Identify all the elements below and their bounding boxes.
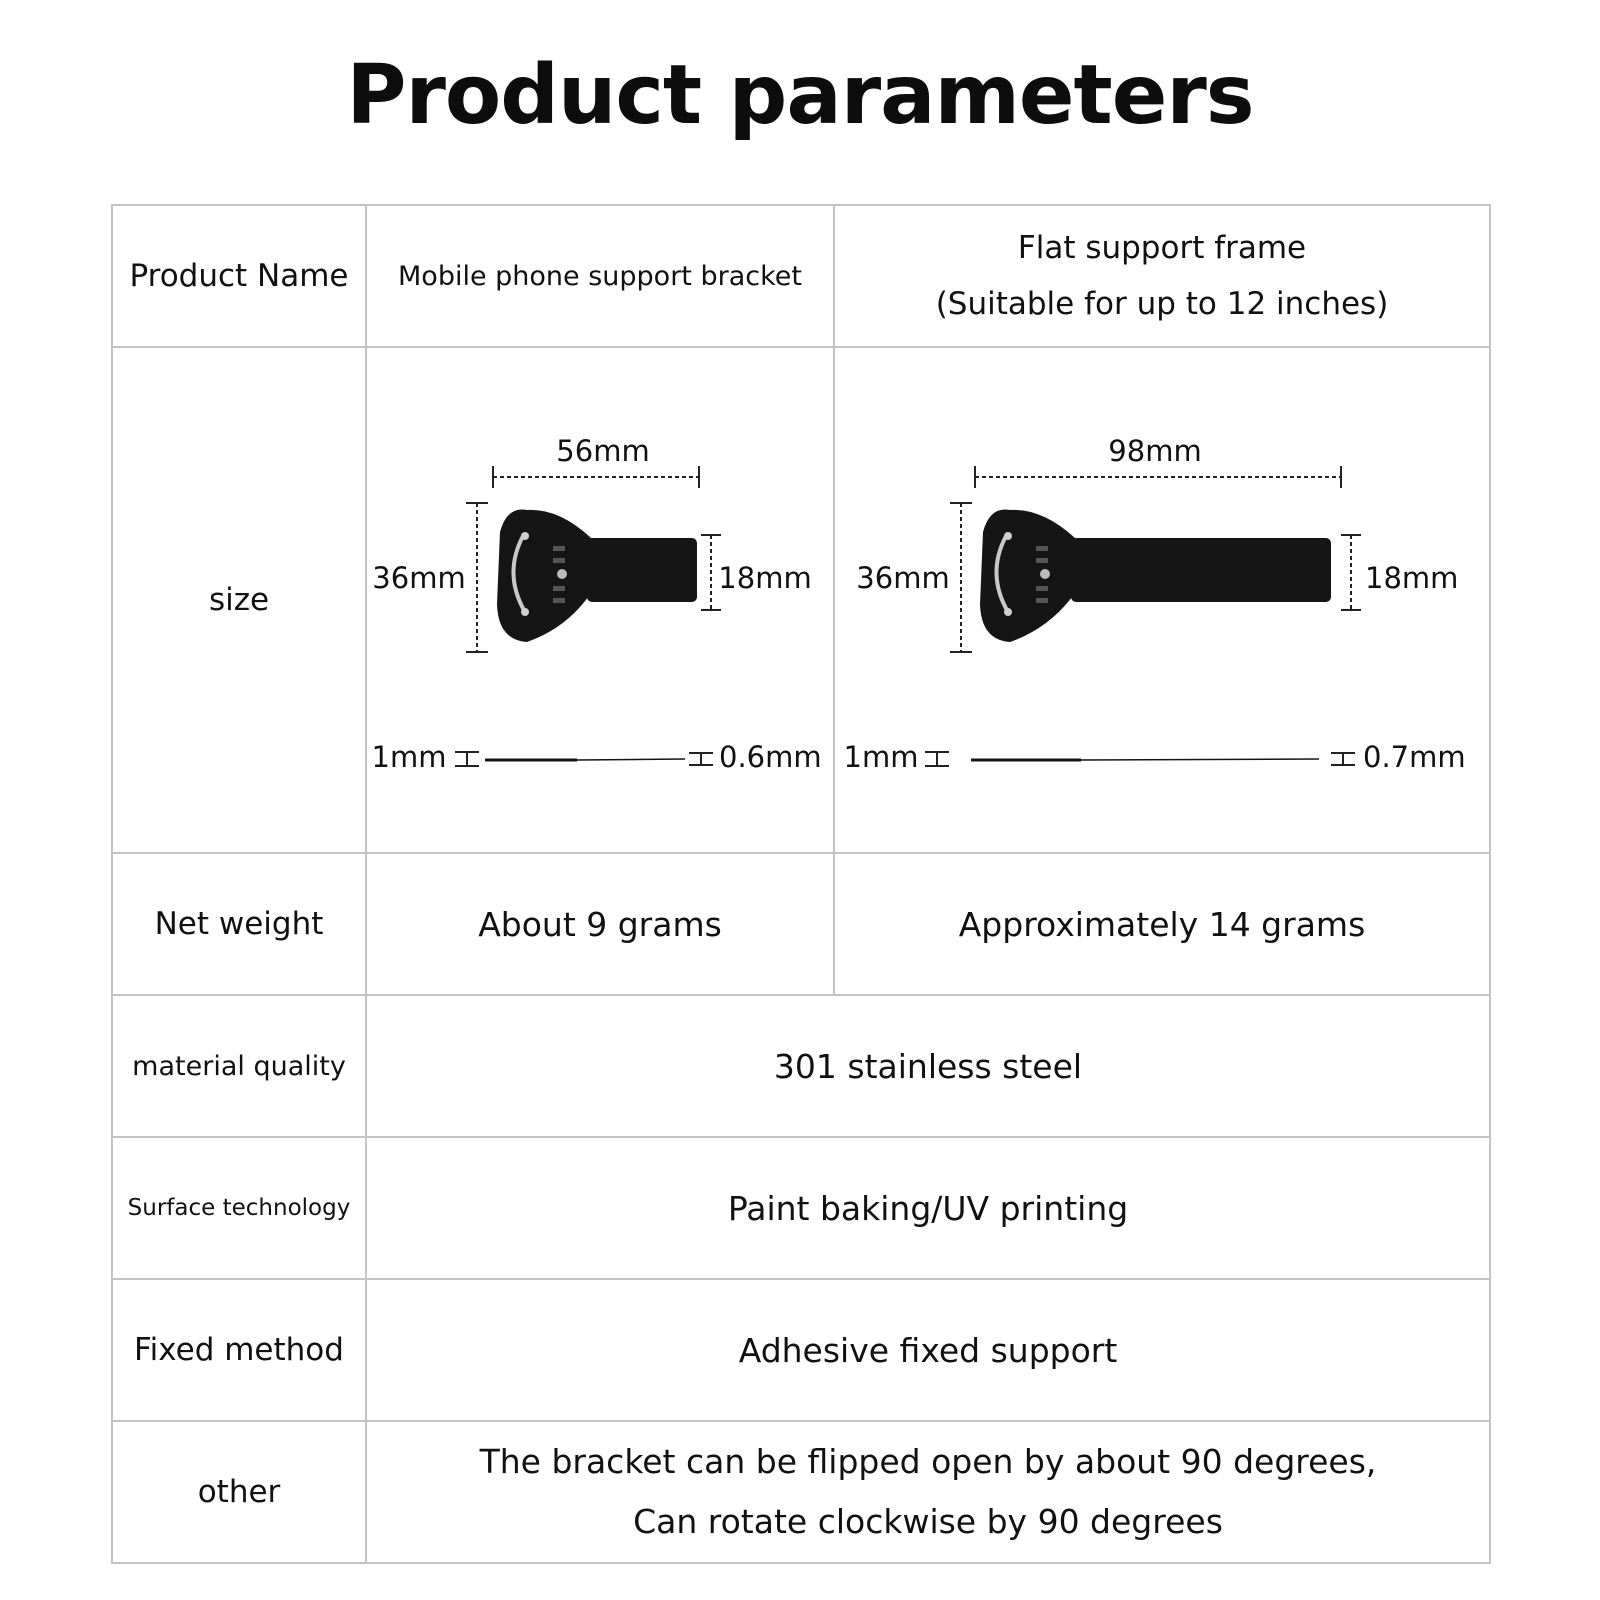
other-value xyxy=(366,1421,1490,1563)
material-value: 301 stainless steel xyxy=(366,995,1490,1137)
phone-size-cell xyxy=(366,347,834,853)
fixed-method-value: Adhesive fixed support xyxy=(366,1279,1490,1421)
row-other xyxy=(112,1421,1490,1563)
row-size xyxy=(112,347,1490,853)
label-fixed-method: Fixed method xyxy=(112,1279,366,1421)
phone-thickness-left-label: 1mm xyxy=(371,740,447,774)
tablet-size-diagram xyxy=(835,348,1489,848)
tablet-thickness-left-marker xyxy=(925,752,949,766)
phone-thickness-right-label: 0.6mm xyxy=(719,740,822,774)
label-material: material quality xyxy=(112,995,366,1137)
tablet-size-cell xyxy=(834,347,1490,853)
tablet-name-line2: (Suitable for up to 12 inches) xyxy=(935,286,1389,322)
label-size: size xyxy=(112,347,366,853)
row-product-name xyxy=(112,205,1490,347)
phone-height-label: 36mm xyxy=(372,561,466,595)
other-line1: The bracket can be flipped open by about 90 degrees, xyxy=(479,1442,1377,1481)
row-net-weight xyxy=(112,853,1490,995)
phone-thickness-right-marker xyxy=(689,753,713,765)
phone-width-label: 56mm xyxy=(556,434,650,468)
tablet-product-name xyxy=(834,205,1490,347)
parameters-table xyxy=(111,204,1491,1564)
page-title: Product parameters xyxy=(346,48,1254,143)
tablet-name-line1: Flat support frame xyxy=(1017,230,1307,266)
phone-product-name: Mobile phone support bracket xyxy=(366,205,834,347)
tablet-thickness-right-marker xyxy=(1331,753,1355,765)
row-fixed-method xyxy=(112,1279,1490,1421)
tablet-thickness-left-label: 1mm xyxy=(843,740,919,774)
tablet-strip-height-label: 18mm xyxy=(1365,561,1459,595)
label-net-weight: Net weight xyxy=(112,853,366,995)
tablet-net-weight: Approximately 14 grams xyxy=(834,853,1490,995)
tablet-thickness-right-label: 0.7mm xyxy=(1363,740,1466,774)
phone-net-weight: About 9 grams xyxy=(366,853,834,995)
tablet-width-label: 98mm xyxy=(1108,434,1202,468)
row-surface xyxy=(112,1137,1490,1279)
phone-thickness-left-marker xyxy=(455,752,479,766)
phone-size-diagram xyxy=(367,348,833,848)
label-surface: Surface technology xyxy=(112,1137,366,1279)
tablet-height-label: 36mm xyxy=(856,561,950,595)
tablet-bracket-image xyxy=(980,509,1331,642)
label-product-name: Product Name xyxy=(112,205,366,347)
phone-bracket-image xyxy=(497,509,697,642)
tablet-profile-image xyxy=(971,759,1319,760)
row-material xyxy=(112,995,1490,1137)
phone-profile-image xyxy=(485,759,685,760)
label-other: other xyxy=(112,1421,366,1563)
phone-strip-height-label: 18mm xyxy=(718,561,812,595)
surface-value: Paint baking/UV printing xyxy=(366,1137,1490,1279)
other-line2: Can rotate clockwise by 90 degrees xyxy=(633,1502,1223,1541)
